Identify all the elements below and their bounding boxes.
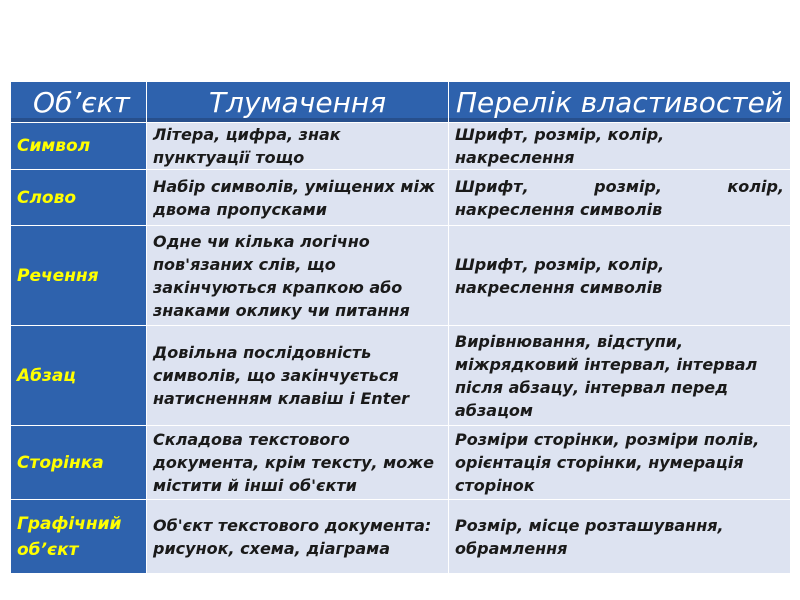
table-row [11,123,791,170]
table-row [11,226,791,326]
row-properties: Розміри сторінки, розміри полів, орієнтація сторінки, нумерація сторінок [449,426,791,500]
header-object: Об’єкт [11,82,147,123]
table-row [11,326,791,426]
row-object-name: Абзац [11,326,147,426]
properties-table [10,81,791,574]
row-properties: Розмір, місце розташування, обрамлення [449,500,791,574]
row-object-name: Графічний об’єкт [11,500,147,574]
header-explanation: Тлумачення [147,82,449,123]
row-properties: Шрифт, розмір, колір, накреслення [449,123,791,170]
row-explanation: Складова текстового документа, крім тексту, може містити й інші об'єкти [147,426,449,500]
row-explanation: Об'єкт текстового документа: рисунок, схема, діаграма [147,500,449,574]
table-row [11,426,791,500]
row-properties: Шрифт, розмір, колір, накреслення символів [449,226,791,326]
table-header-row [11,82,791,123]
table-row [11,500,791,574]
row-explanation: Набір символів, уміщених між двома пропусками [147,170,449,226]
row-properties: Шрифт, розмір, колір, накреслення символів [449,170,791,226]
row-object-name: Символ [11,123,147,170]
table-row [11,170,791,226]
row-explanation: Довільна послідовність символів, що закінчується натисненням клавіш і Enter [147,326,449,426]
row-properties: Вирівнювання, відступи, міжрядковий інтервал, інтервал після абзацу, інтервал перед абзацом [449,326,791,426]
row-object-name: Речення [11,226,147,326]
row-object-name: Сторінка [11,426,147,500]
row-object-name: Слово [11,170,147,226]
header-properties: Перелік властивостей [449,82,791,123]
row-explanation: Літера, цифра, знак пунктуації тощо [147,123,449,170]
row-explanation: Одне чи кілька логічно пов'язаних слів, що закінчуються крапкою або знаками оклику чи питання [147,226,449,326]
